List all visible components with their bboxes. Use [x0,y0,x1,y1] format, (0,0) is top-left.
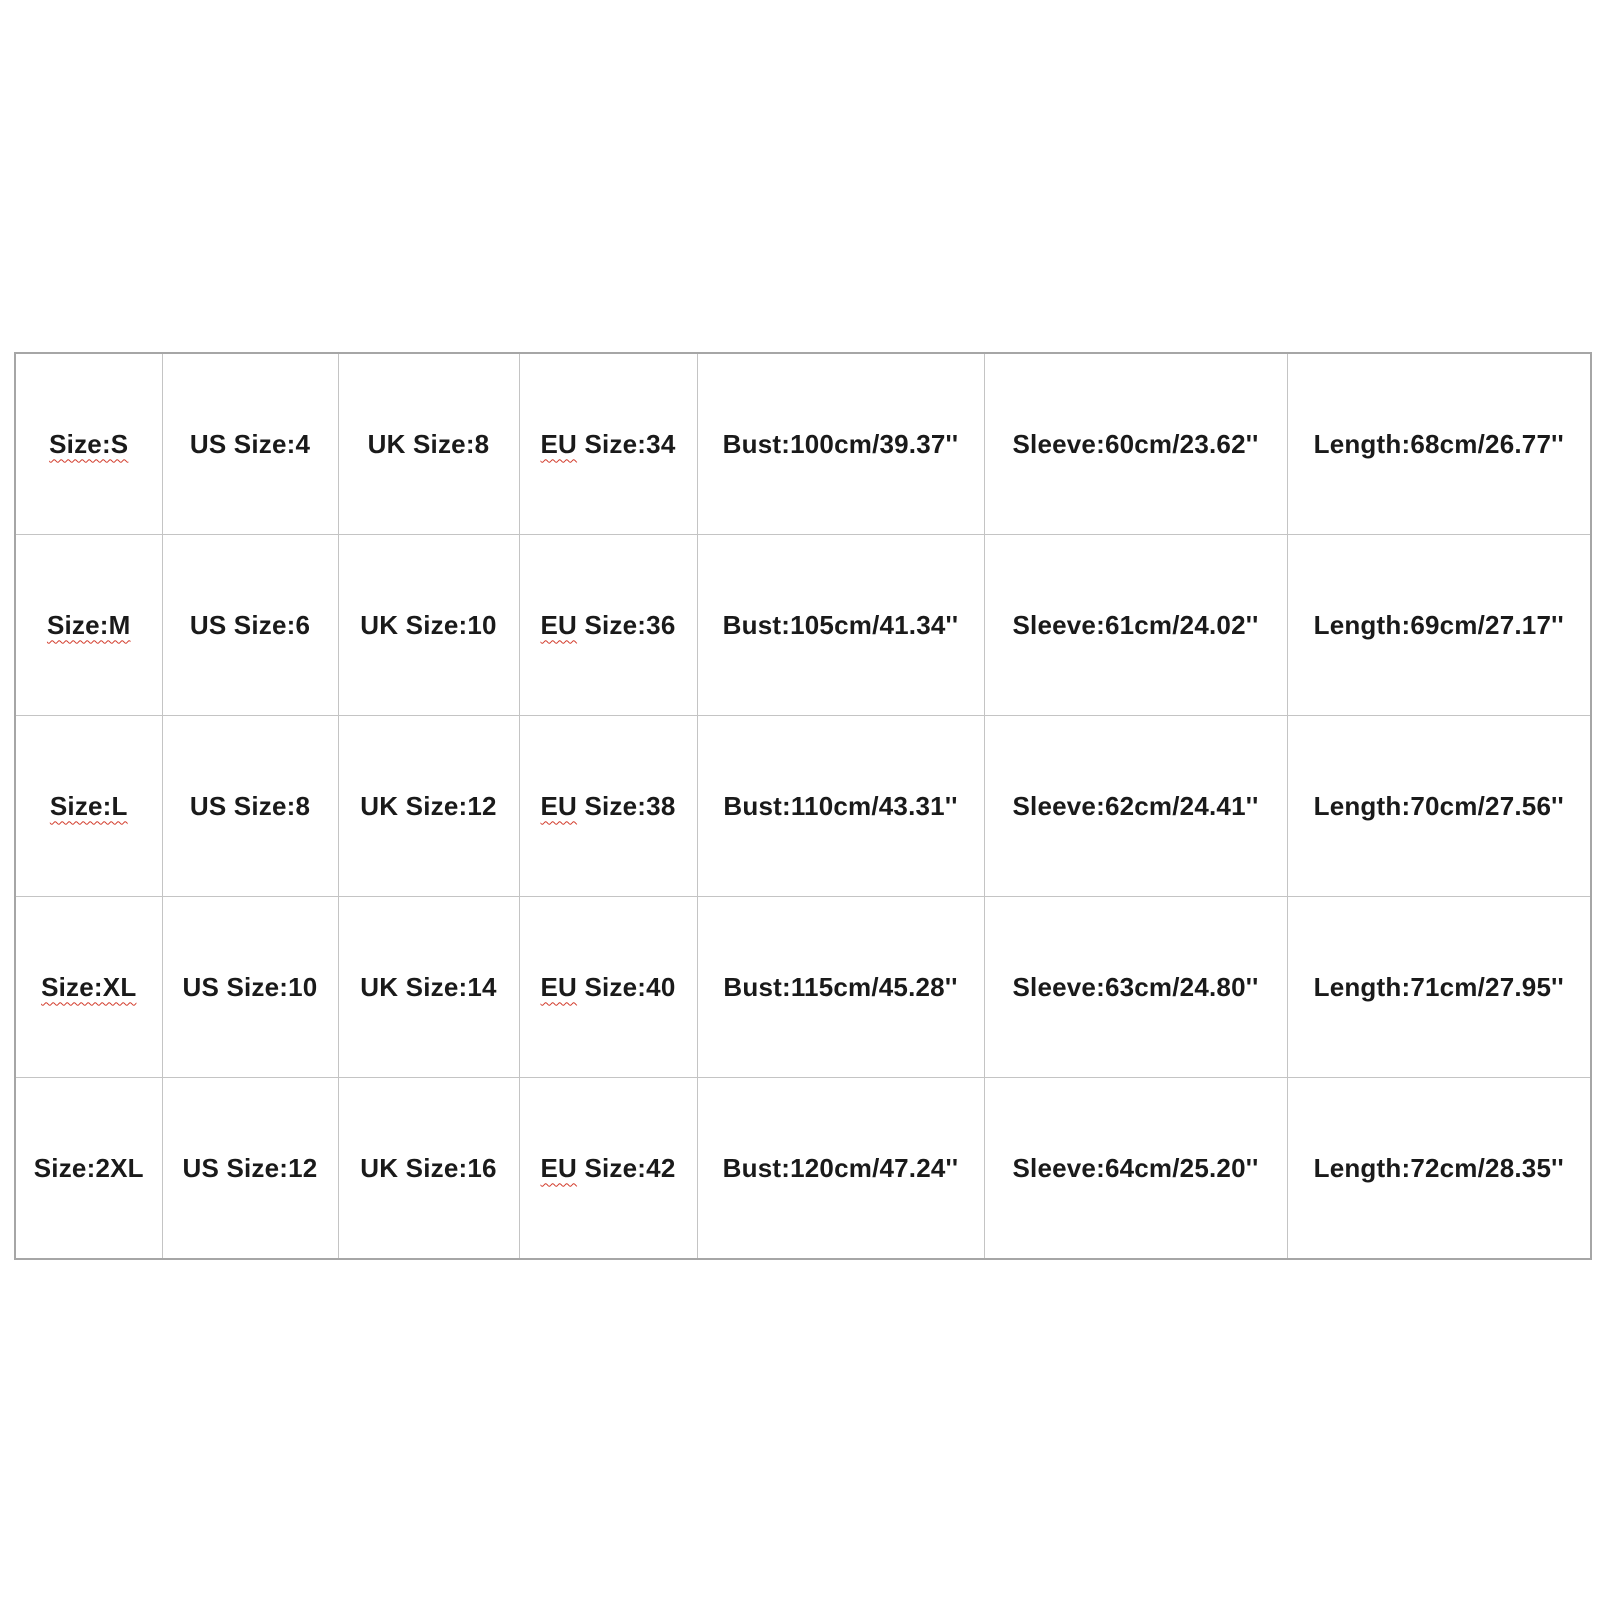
eu-size-cell [519,535,697,716]
length-cell: Length:68cm/26.77'' [1287,353,1591,535]
size-cell [15,1078,162,1260]
size-label: Size:2XL [33,1152,144,1183]
length-cell: Length:71cm/27.95'' [1287,897,1591,1078]
bust-cell: Bust:120cm/47.24'' [697,1078,984,1260]
eu-prefix: EU [540,790,578,821]
eu-value: Size:38 [577,790,676,821]
eu-value: Size:40 [577,971,676,1002]
us-size-cell: US Size:12 [162,1078,338,1260]
sleeve-cell: Sleeve:62cm/24.41'' [984,716,1287,897]
sleeve-cell: Sleeve:64cm/25.20'' [984,1078,1287,1260]
us-size-cell: US Size:10 [162,897,338,1078]
table-row [15,535,1591,716]
size-label: Size:M [46,609,131,640]
bust-cell: Bust:100cm/39.37'' [697,353,984,535]
bust-cell: Bust:110cm/43.31'' [697,716,984,897]
bust-cell: Bust:105cm/41.34'' [697,535,984,716]
uk-size-cell: UK Size:14 [338,897,519,1078]
uk-size-cell: UK Size:10 [338,535,519,716]
sleeve-cell: Sleeve:60cm/23.62'' [984,353,1287,535]
eu-value: Size:36 [577,609,676,640]
size-cell [15,897,162,1078]
table-row [15,1078,1591,1260]
size-cell [15,535,162,716]
length-cell: Length:70cm/27.56'' [1287,716,1591,897]
eu-value: Size:42 [577,1152,676,1183]
sleeve-cell: Sleeve:63cm/24.80'' [984,897,1287,1078]
size-label: Size:XL [41,971,137,1002]
eu-value: Size:34 [577,428,676,459]
eu-size-cell [519,1078,697,1260]
bust-cell: Bust:115cm/45.28'' [697,897,984,1078]
eu-prefix: EU [540,971,578,1002]
sleeve-cell: Sleeve:61cm/24.02'' [984,535,1287,716]
eu-prefix: EU [540,1152,578,1183]
size-chart-table [14,352,1592,1260]
uk-size-cell: UK Size:12 [338,716,519,897]
table-row [15,353,1591,535]
eu-size-cell [519,716,697,897]
size-label: Size:S [49,428,129,459]
length-cell: Length:72cm/28.35'' [1287,1078,1591,1260]
size-cell [15,716,162,897]
size-cell [15,353,162,535]
eu-size-cell [519,897,697,1078]
table-row [15,716,1591,897]
uk-size-cell: UK Size:16 [338,1078,519,1260]
size-label: Size:L [49,790,128,821]
uk-size-cell: UK Size:8 [338,353,519,535]
eu-size-cell [519,353,697,535]
length-cell: Length:69cm/27.17'' [1287,535,1591,716]
eu-prefix: EU [540,609,578,640]
us-size-cell: US Size:8 [162,716,338,897]
us-size-cell: US Size:4 [162,353,338,535]
eu-prefix: EU [540,428,578,459]
us-size-cell: US Size:6 [162,535,338,716]
table-row [15,897,1591,1078]
